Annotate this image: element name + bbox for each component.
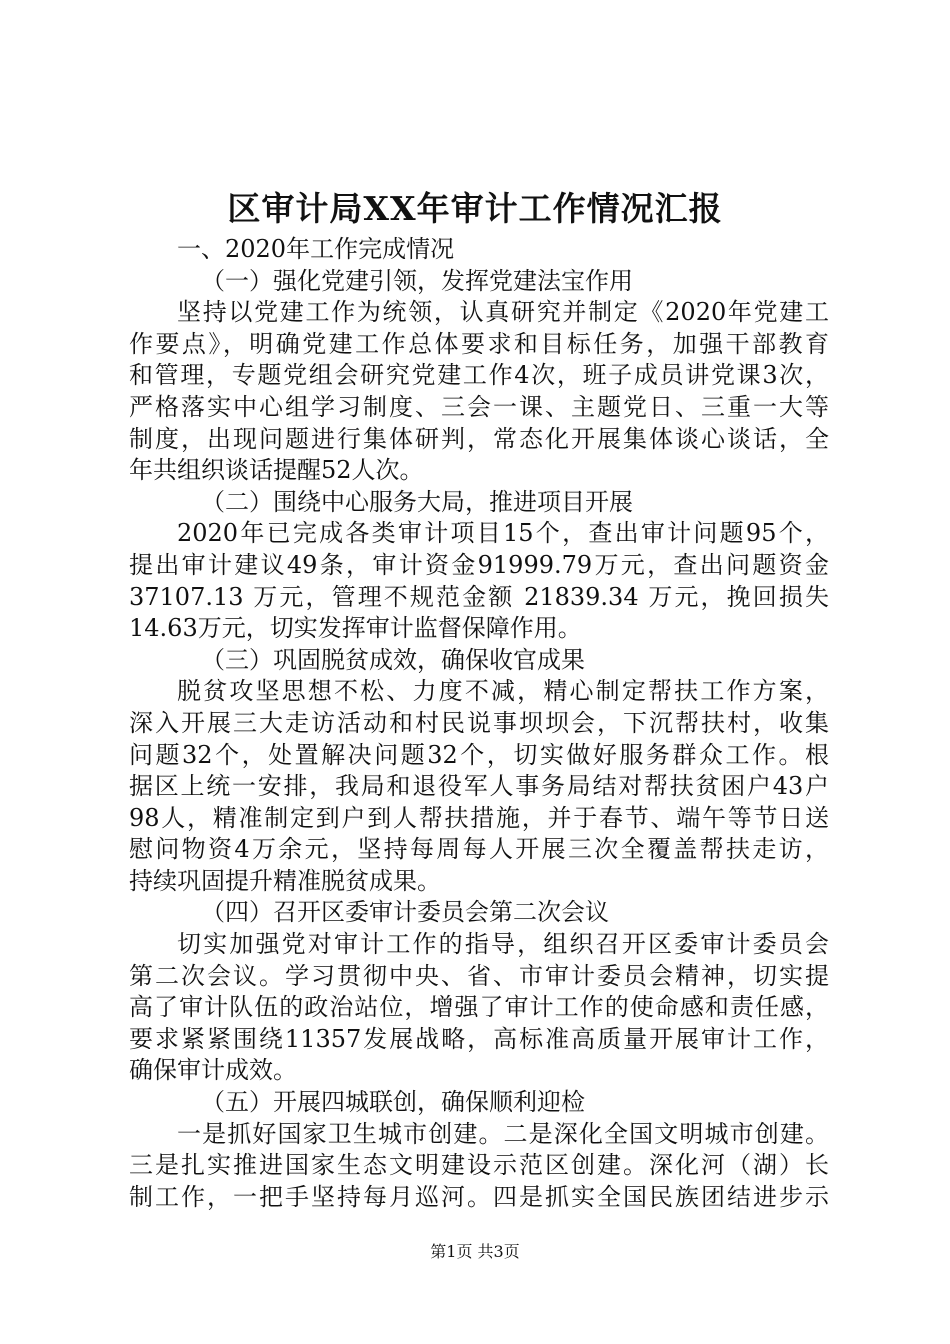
document-body (129, 234, 829, 1213)
text-line: 确保审计成效。 (129, 1056, 297, 1085)
text-line: 坚持以党建工作为统领，认真研究并制定《2020年党建工 (177, 298, 829, 327)
text-line: （一）强化党建引领，发挥党建法宝作用 (201, 266, 633, 295)
text-line: （二）围绕中心服务大局，推进项目开展 (201, 487, 633, 516)
text-line: 慰问物资4万余元，坚持每周每人开展三次全覆盖帮扶走访， (129, 835, 829, 864)
text-line: 制工作，一把手坚持每月巡河。四是抓实全国民族团结进步示 (129, 1182, 829, 1211)
text-line: 三是扎实推进国家生态文明建设示范区创建。深化河（湖）长 (129, 1151, 829, 1180)
text-line: 一、2020年工作完成情况 (177, 235, 455, 263)
text-line: 一是抓好国家卫生城市创建。二是深化全国文明城市创建。 (177, 1119, 829, 1148)
text-line: （三）巩固脱贫成效，确保收官成果 (201, 645, 585, 674)
text-line: 制度，出现问题进行集体研判，常态化开展集体谈心谈话，全 (129, 424, 829, 453)
text-line: 提出审计建议49条，审计资金91999.79万元，查出问题资金 (129, 550, 829, 579)
text-line: 深入开展三大走访活动和村民说事坝坝会，下沉帮扶村，收集 (129, 708, 829, 737)
text-line: 严格落实中心组学习制度、三会一课、主题党日、三重一大等 (129, 392, 829, 421)
text-line: 切实加强党对审计工作的指导，组织召开区委审计委员会 (177, 930, 829, 959)
text-line: 14.63万元，切实发挥审计监督保障作用。 (129, 614, 582, 643)
text-line: 98人，精准制定到户到人帮扶措施，并于春节、端午等节日送 (129, 803, 829, 832)
text-line: 和管理，专题党组会研究党建工作4次，班子成员讲党课3次， (129, 361, 829, 390)
text-line: 脱贫攻坚思想不松、力度不减，精心制定帮扶工作方案， (177, 677, 829, 706)
text-line: 第二次会议。学习贯彻中央、省、市审计委员会精神，切实提 (129, 961, 829, 990)
text-line: 2020年已完成各类审计项目15个，查出审计问题95个， (177, 519, 829, 548)
text-line: 持续巩固提升精准脱贫成果。 (129, 866, 441, 895)
text-line: 37107.13 万元，管理不规范金额 21839.34 万元，挽回损失 (129, 582, 829, 611)
page-footer: 第1页 共3页 (430, 1242, 520, 1261)
text-line: 年共组织谈话提醒52人次。 (129, 456, 424, 485)
text-line: 据区上统一安排，我局和退役军人事务局结对帮扶贫困户43户 (129, 772, 829, 801)
text-line: （五）开展四城联创，确保顺利迎检 (201, 1088, 585, 1117)
text-line: （四）召开区委审计委员会第二次会议 (201, 898, 609, 927)
text-line: 高了审计队伍的政治站位，增强了审计工作的使命感和责任感， (129, 993, 829, 1022)
text-line: 问题32个，处置解决问题32个，切实做好服务群众工作。根 (129, 740, 829, 769)
text-line: 要求紧紧围绕11357发展战略，高标准高质量开展审计工作， (129, 1024, 829, 1053)
text-line: 作要点》，明确党建工作总体要求和目标任务，加强干部教育 (129, 329, 829, 358)
document-title: 区审计局XX年审计工作情况汇报 (227, 189, 723, 228)
